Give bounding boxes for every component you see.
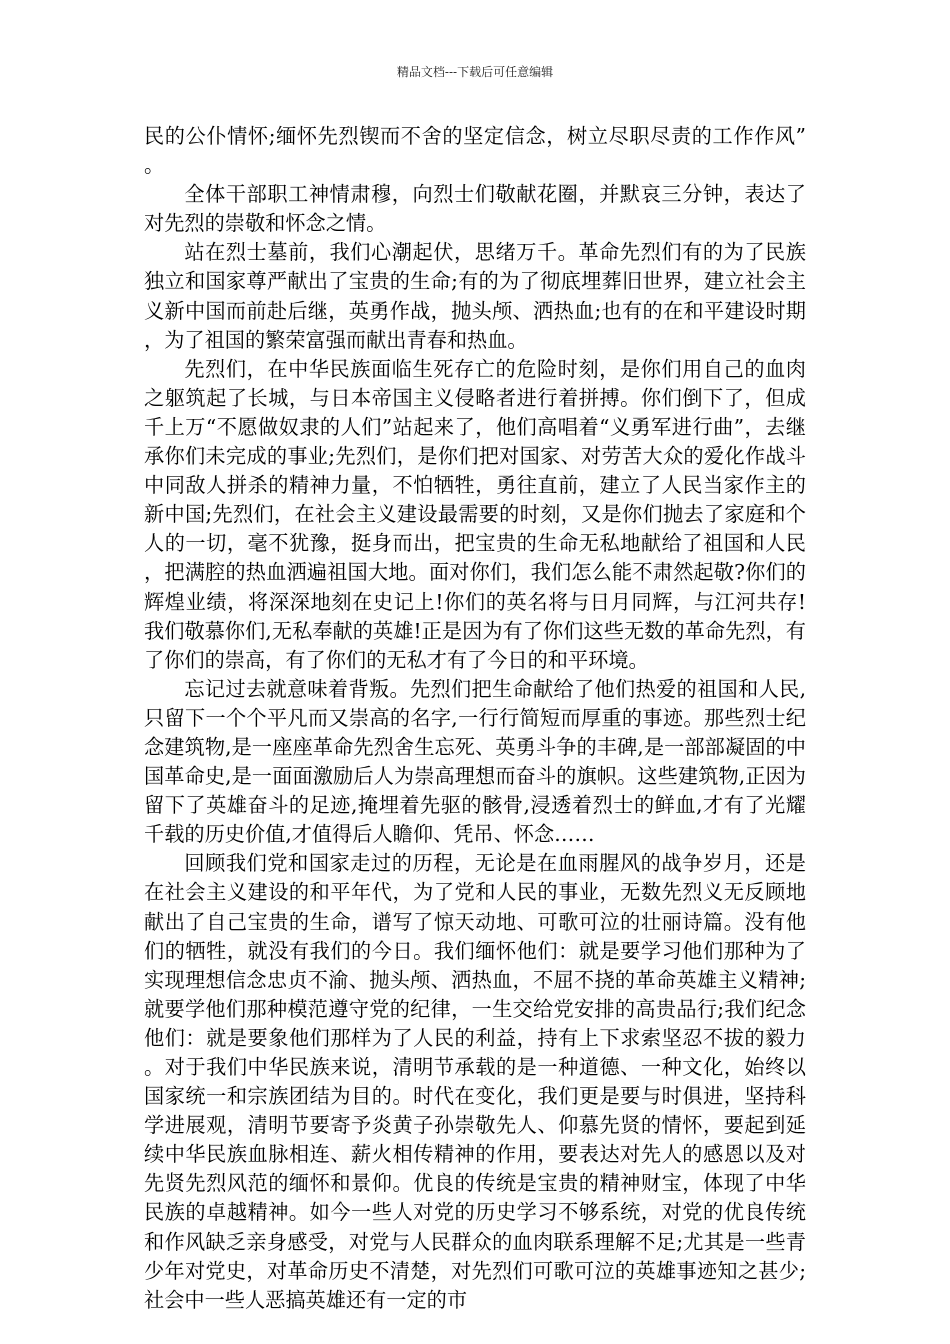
paragraph-review-history: 回顾我们党和国家走过的历程，无论是在血雨腥风的战争岁月，还是在社会主义建设的和平年代，为了党和人民的事业，无数先烈义无反顾地献出了自己宝贵的生命，谱写了惊天动地、可歌可泣的壮丽诗篇。没有他们的牺牲，就没有我们的今日。我们缅怀他们：就是要学习他们那种为了实现理想信念忠贞不渝、抛头颅、洒热血，不屈不挠的革命英雄主义精神;就要学他们那种模范遵守党的纪律，一生交给党安排的高贵品行;我们纪念他们：就是要象他们那样为了人民的利益，持有上下求索坚忍不拔的毅力。对于我们中华民族来说，清明节承载的是一种道德、一种文化，始终以国家统一和宗族团结为目的。时代在变化，我们更是要与时俱进，坚持科学进展观，清明节要寄予炎黄子孙崇敬先人、仰慕先贤的情怀，要起到延续中华民族血脉相连、薪火相传精神的作用，要表达对先人的感恩以及对先贤先烈风范的缅怀和景仰。优良的传统是宝贵的精神财宝，体现了中华民族的卓越精神。如今一些人对党的历史学习不够系统，对党的优良传统和作风缺乏亲身感受，对党与人民群众的血肉联系理解不足;尤其是一些青少年对党史，对革命历史不清楚，对先烈们可歌可泣的英雄事迹知之甚少;社会中一些人恶搞英雄还有一定的市	[144, 851, 806, 1312]
paragraph-continuation: 民的公仆情怀;缅怀先烈锲而不舍的坚定信念，树立尽职尽责的工作作风”。	[144, 124, 806, 178]
page-header: 精品文档---下载后可任意编辑	[396, 65, 554, 79]
paragraph-at-tomb: 站在烈士墓前，我们心潮起伏，思绪万千。革命先烈们有的为了民族独立和国家尊严献出了宝贵的生命;有的为了彻底埋葬旧世界，建立社会主义新中国而前赴后继，英勇作战，抛头颅、洒热血;也有的在和平建设时期，为了祖国的繁荣富强而献出青春和热血。	[144, 240, 806, 352]
paragraph-tribute: 全体干部职工神情肃穆，向烈士们敬献花圈，并默哀三分钟，表达了对先烈的崇敬和怀念之情。	[144, 182, 806, 236]
paragraph-martyrs: 先烈们，在中华民族面临生死存亡的危险时刻，是你们用自己的血肉之躯筑起了长城，与日本帝国主义侵略者进行着拼搏。你们倒下了，但成千上万“不愿做奴隶的人们”站起来了，他们高唱着“义勇军进行曲”，去继承你们未完成的事业;先烈们，是你们把对国家、对劳苦大众的爱化作战斗中同敌人拼杀的精神力量，不怕牺牲，勇往直前，建立了人民当家作主的新中国;先烈们，在社会主义建设最需要的时刻，又是你们抛去了家庭和个人的一切，毫不犹豫，挺身而出，把宝贵的生命无私地献给了祖国和人民，把满腔的热血洒遍祖国大地。面对你们，我们怎么能不肃然起敬?你们的辉煌业绩，将深深地刻在史记上!你们的英名将与日月同辉，与江河共存!我们敬慕你们,无私奉献的英雄!正是因为有了你们这些无数的革命先烈，有了你们的崇高，有了你们的无私才有了今日的和平环境。	[144, 356, 806, 672]
paragraph-remember-past: 忘记过去就意味着背叛。先烈们把生命献给了他们热爱的祖国和人民,只留下一个个平凡而又崇高的名字,一行行简短而厚重的事迹。那些烈士纪念建筑物,是一座座革命先烈舍生忘死、英勇斗争的丰碑,是一部部凝固的中国革命史,是一面面激励后人为崇高理想而奋斗的旗帜。这些建筑物,正因为留下了英雄奋斗的足迹,掩埋着先驱的骸骨,浸透着烈士的鲜血,才有了光耀千载的历史价值,才值得后人瞻仰、凭吊、怀念……	[144, 676, 806, 847]
document-body	[144, 122, 806, 1315]
